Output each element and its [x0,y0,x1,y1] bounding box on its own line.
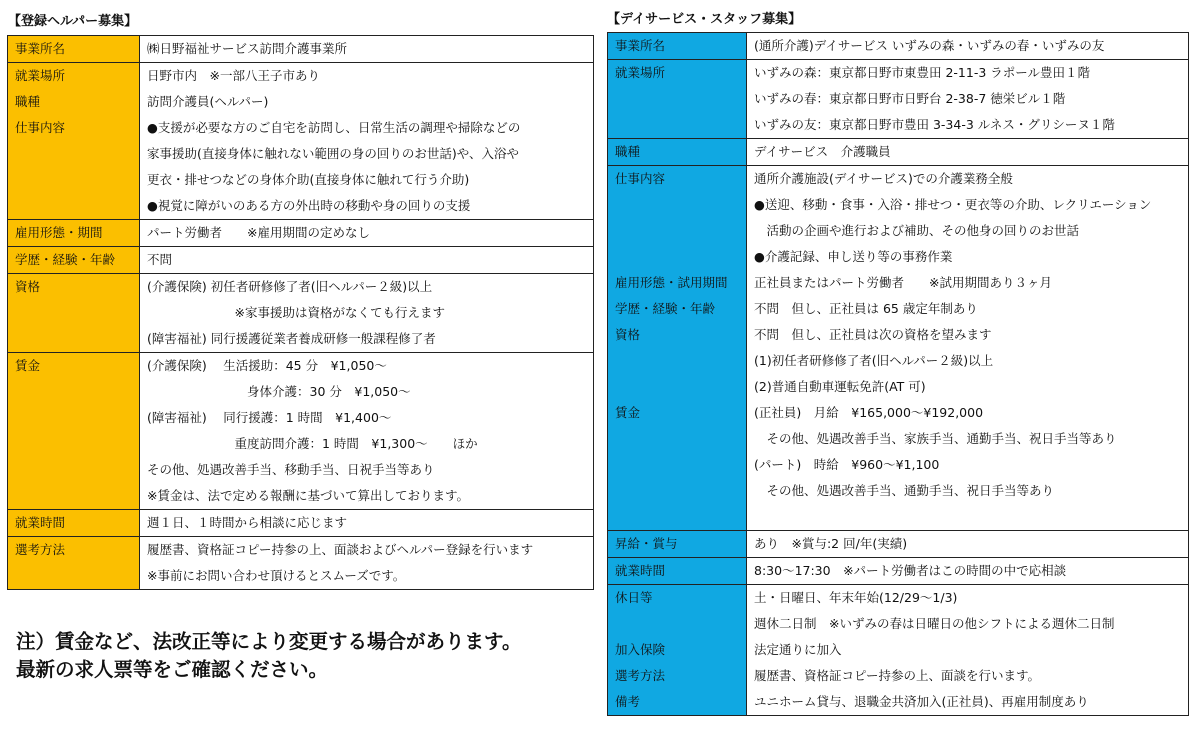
field-value: ㈱日野福祉サービス訪問介護事業所 [147,41,348,56]
field-value-cell [747,33,1189,60]
field-value: ※賃金は、法で定める報酬に基づいて算出しております。 [147,488,469,503]
table-row [8,247,594,274]
table-row [8,220,594,247]
field-value: 活動の企画や進行および補助、その他身の回りのお世話 [754,223,1080,238]
field-label-cell [8,220,140,247]
field-label-cell [8,353,140,510]
field-value: (2)普通自動車運転免許(AT 可) [754,379,926,394]
table-row [608,585,1189,716]
field-label: 学歴・経験・年齢 [615,301,716,316]
field-label-cell [8,510,140,537]
right-section-title: 【デイサービス・スタッフ募集】 [607,12,802,27]
field-value: いずみの森：東京都日野市東豊田 2-11-3 ラポール豊田１階 [754,65,1091,80]
table-row [608,60,1189,139]
field-label: 就業時間 [15,515,66,530]
field-value-cell [140,63,594,220]
field-label: 選考方法 [15,542,66,557]
field-value: いずみの友：東京都日野市豊田 3-34-3 ルネス・グリシーヌ１階 [754,117,1115,132]
field-value-cell [747,531,1189,558]
field-label: 加入保険 [615,642,666,657]
field-label-cell [8,247,140,274]
field-label: 賃金 [615,405,641,420]
field-value: デイサービス 介護職員 [754,144,891,159]
field-value-cell [140,537,594,590]
field-value: (通所介護)デイサービス いずみの森・いずみの春・いずみの友 [754,38,1105,53]
field-label: 就業場所 [615,65,666,80]
field-value: 法定通りに加入 [754,642,842,657]
field-label: 備考 [615,694,641,709]
dayservice-recruitment-table [607,32,1189,716]
field-value: ※事前にお問い合わせ頂けるとスムーズです。 [147,568,406,583]
field-value: 履歴書、資格証コピー持参の上、面談およびヘルパー登録を行います [147,542,534,557]
field-label [608,611,746,637]
field-value-cell [747,585,1189,716]
field-value: (介護保険) 生活援助：45 分 ¥1,050～ [147,358,387,373]
field-value: (介護保険) 初任者研修修了者(旧ヘルパー２級)以上 [147,279,433,294]
revision-notice-line-1: 注）賃金など、法改正等により変更する場合があります。 [16,630,522,653]
field-label-cell [8,36,140,63]
field-value: 更衣・排せつなどの身体介助(直接身体に触れて行う介助) [147,172,470,187]
field-value-cell [140,36,594,63]
table-row [608,166,1189,531]
field-label: 職種 [15,94,41,109]
field-value-cell [747,166,1189,531]
field-label [608,478,746,504]
field-label: 資格 [615,327,641,342]
field-label: 職種 [615,144,641,159]
field-value: その他、処遇改善手当、通勤手当、祝日手当等あり [754,483,1055,498]
field-label-cell [8,63,140,220]
field-value-cell [747,60,1189,139]
field-label [608,192,746,218]
field-label [608,348,746,374]
field-value: ※家事援助は資格がなくても行えます [147,305,445,320]
table-row [608,139,1189,166]
field-label [608,218,746,244]
field-value: 正社員またはパート労働者 ※試用期間あり３ヶ月 [754,275,1052,290]
field-value-cell [140,220,594,247]
field-value: (障害福祉) 同行援護：1 時間 ¥1,400～ [147,410,392,425]
field-value: 重度訪問介護：1 時間 ¥1,300～ ほか [147,436,478,451]
field-value: ●介護記録、申し送り等の事務作業 [754,249,953,264]
field-label: 資格 [15,279,41,294]
table-row [8,63,594,220]
field-label-cell [8,274,140,353]
field-label-cell [608,60,747,139]
table-row [608,531,1189,558]
field-value: 土・日曜日、年末年始(12/29～1/3) [754,590,958,605]
field-value: パート労働者 ※雇用期間の定めなし [147,225,370,240]
field-value: 通所介護施設(デイサービス)での介護業務全般 [754,171,1013,186]
field-value: 訪問介護員(ヘルパー) [147,94,269,109]
field-label [608,374,746,400]
field-label: 仕事内容 [615,171,666,186]
left-section-title: 【登録ヘルパー募集】 [8,14,138,29]
field-label-cell [608,139,747,166]
field-label: 事業所名 [615,38,666,53]
field-label: 昇給・賞与 [615,536,678,551]
field-value-cell [140,510,594,537]
field-value: あり ※賞与:2 回/年(実績) [754,536,908,551]
field-label-cell [608,531,747,558]
field-value: いずみの春：東京都日野市日野台 2-38-7 徳栄ビル１階 [754,91,1066,106]
field-label-cell [608,33,747,60]
field-label-cell [8,537,140,590]
field-label-cell [608,166,747,531]
field-value: (正社員) 月給 ¥165,000～¥192,000 [754,405,984,420]
field-label: 雇用形態・試用期間 [615,275,728,290]
field-value: ユニホーム貸与、退職金共済加入(正社員)、再雇用制度あり [754,694,1089,709]
table-row [8,36,594,63]
table-row [8,510,594,537]
revision-notice-line-2: 最新の求人票等をご確認ください。 [16,658,329,681]
table-row [608,33,1189,60]
field-label: 選考方法 [615,668,666,683]
table-row [8,537,594,590]
field-value: 家事援助(直接身体に触れない範囲の身の回りのお世話)や、入浴や [147,146,520,161]
field-label: 学歴・経験・年齢 [15,252,116,267]
field-label: 雇用形態・期間 [15,225,103,240]
field-value-cell [140,274,594,353]
field-label-cell [608,558,747,585]
field-value-cell [747,558,1189,585]
field-value: (1)初任者研修修了者(旧ヘルパー２級)以上 [754,353,994,368]
field-value: 週１日、１時間から相談に応じます [147,515,348,530]
field-label [608,452,746,478]
field-value: 履歴書、資格証コピー持参の上、面談を行います。 [754,668,1041,683]
field-label: 賃金 [15,358,41,373]
field-label: 仕事内容 [15,120,66,135]
field-value-cell [140,353,594,510]
field-label: 休日等 [615,590,653,605]
field-label: 就業時間 [615,563,666,578]
table-row [608,558,1189,585]
field-label [608,426,746,452]
helper-recruitment-table [7,35,594,590]
field-value: (障害福祉) 同行援護従業者養成研修一般課程修了者 [147,331,436,346]
field-label [608,504,746,530]
field-label-cell [608,585,747,716]
field-label [608,244,746,270]
field-value: ●送迎、移動・食事・入浴・排せつ・更衣等の介助、レクリエーション [754,197,1152,212]
field-value: 身体介護：30 分 ¥1,050～ [147,384,411,399]
field-value: 週休二日制 ※いずみの春は日曜日の他シフトによる週休二日制 [754,616,1115,631]
field-label: 就業場所 [15,68,66,83]
field-label: 事業所名 [15,41,66,56]
field-value: 不問 但し、正社員は 65 歳定年制あり [754,301,978,316]
field-value: 8:30～17:30 ※パート労働者はこの時間の中で応相談 [754,563,1067,578]
field-value-cell [140,247,594,274]
revision-notice [16,628,521,684]
table-row [8,353,594,510]
field-value: その他、処遇改善手当、移動手当、日祝手当等あり [147,462,435,477]
field-value: その他、処遇改善手当、家族手当、通勤手当、祝日手当等あり [754,431,1117,446]
table-row [8,274,594,353]
field-value: 日野市内 ※一部八王子市あり [147,68,320,83]
field-value: 不問 但し、正社員は次の資格を望みます [754,327,992,342]
field-value-cell [747,139,1189,166]
field-value: ●視覚に障がいのある方の外出時の移動や身の回りの支援 [147,198,471,213]
field-value: ●支援が必要な方のご自宅を訪問し、日常生活の調理や掃除などの [147,120,521,135]
field-value: (パート) 時給 ¥960～¥1,100 [754,457,940,472]
field-value: 不問 [147,252,173,267]
